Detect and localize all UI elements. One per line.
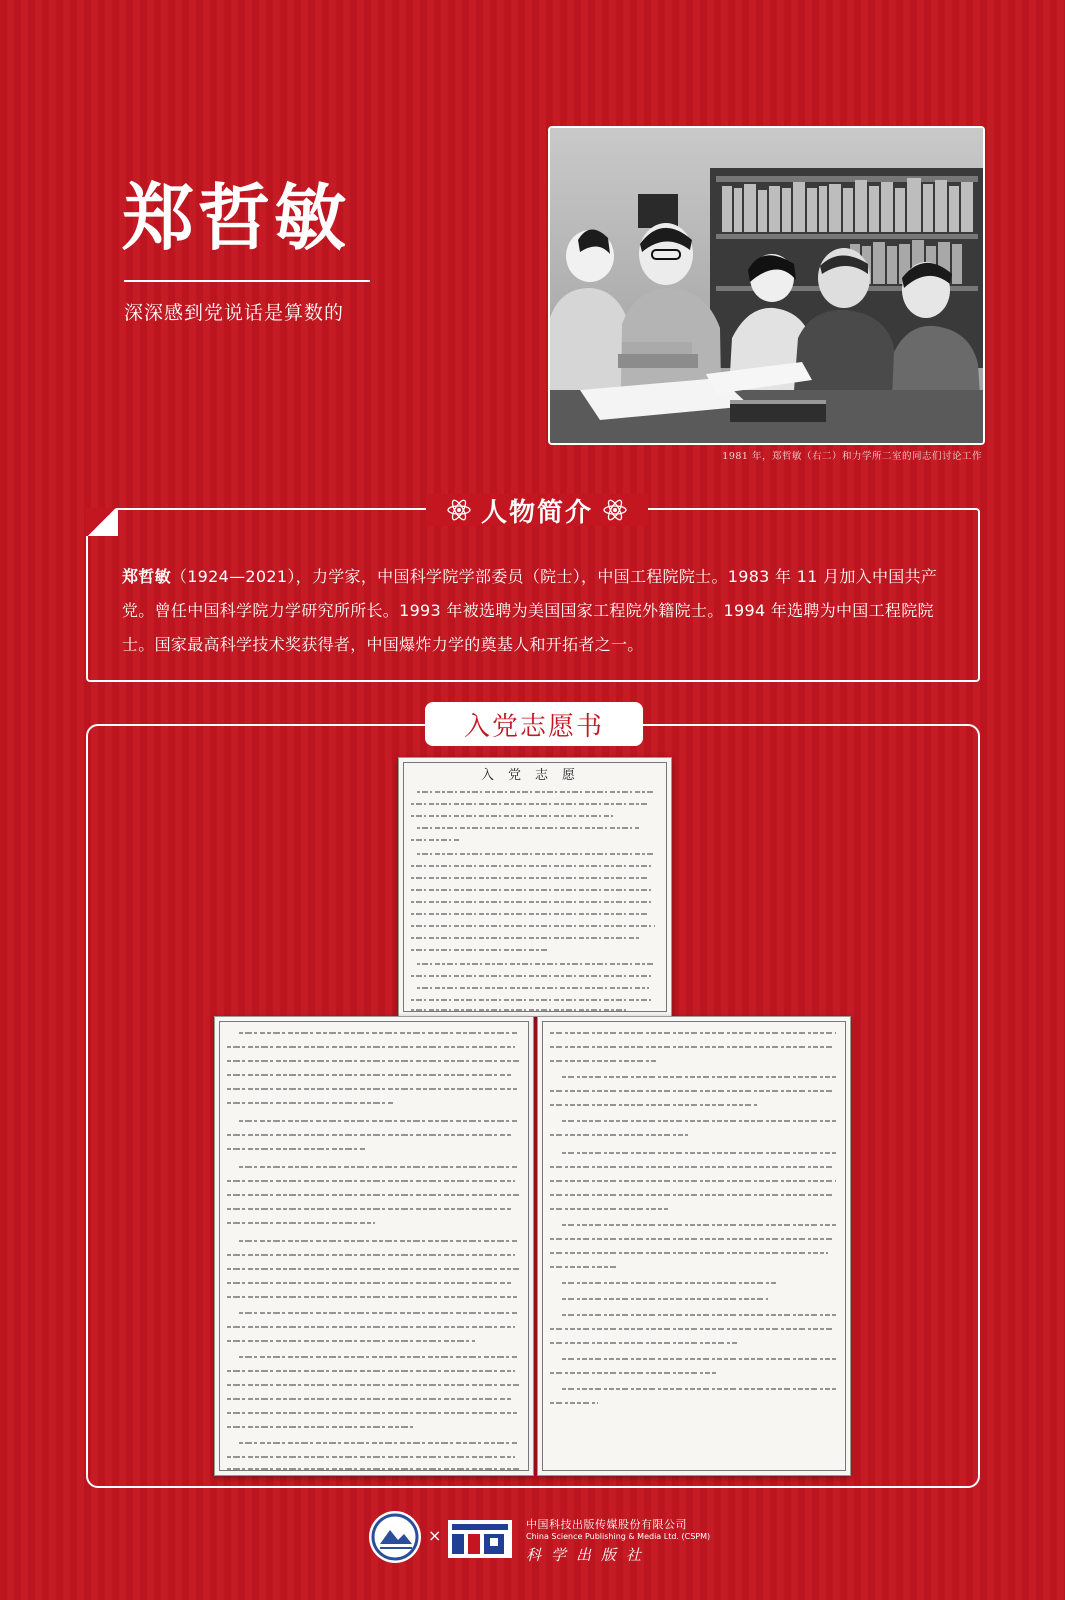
cspm-logo-icon [446,1516,514,1560]
bio-body: （1924—2021），力学家，中国科学院学部委员（院士），中国工程院院士。1983 年 11 月加入中国共产党。曾任中国科学院力学研究所所长。1993 年被选聘为美国国家工程院外籍院士。1994 年选聘为中国工程院院士。国家最高科学技术奖获得者，中国爆炸力学的奠基人和开拓者之一。 [122,567,938,654]
application-tab-label: 入党志愿书 [425,702,643,746]
handwriting-lines [215,1017,533,1475]
person-name: 郑哲敏 [122,175,351,260]
collaboration-sign: × [428,1526,442,1545]
application-heading: 入党志愿 [480,768,589,783]
page-fold-corner [86,508,118,536]
subtitle: 深深感到党说话是算数的 [124,302,345,324]
handwriting-lines [538,1017,850,1475]
title-divider [124,280,370,282]
atom-icon [447,498,471,522]
application-page-3 [537,1016,851,1476]
academy-emblem-icon [368,1510,422,1564]
publisher-name-cn: 中国科技出版传媒股份有限公司 [526,1518,687,1531]
handwriting-lines [399,758,671,1016]
bio-name: 郑哲敏 [122,567,171,586]
publisher-footer [368,1504,728,1570]
photo-caption: 1981 年，郑哲敏（右二）和力学所二室的同志们讨论工作 [722,451,982,462]
atom-icon [603,498,627,522]
application-page-2 [214,1016,534,1476]
historical-photo [548,126,985,445]
bio-title: 人物简介 [480,497,593,528]
publisher-name-en: China Science Publishing & Media Ltd. (CSPM) [526,1532,711,1541]
bio-heading [426,494,648,526]
application-page-1 [398,757,672,1017]
bio-paragraph [122,560,958,662]
publisher-brand: 科学出版社 [526,1546,652,1564]
